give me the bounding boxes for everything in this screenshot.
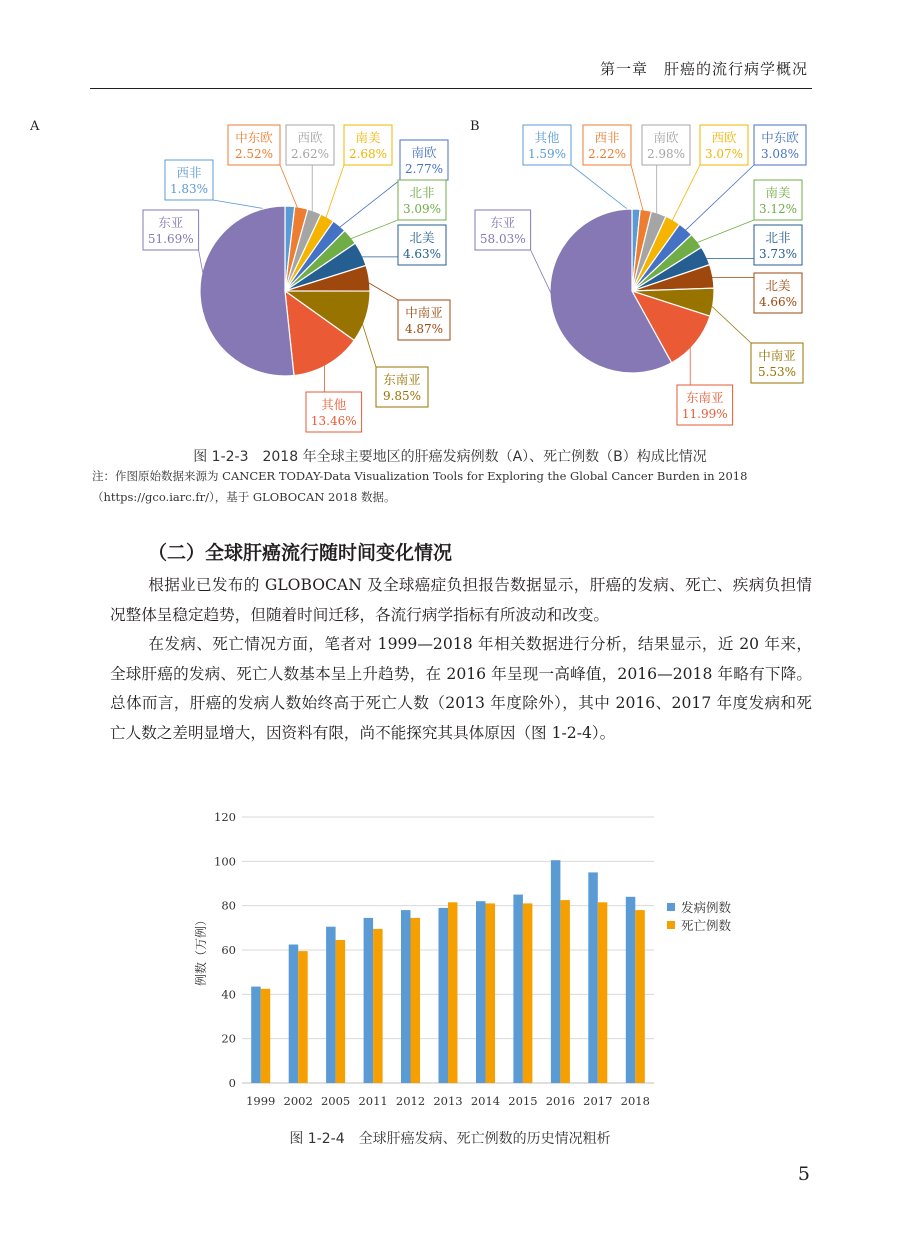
bar: [598, 902, 608, 1083]
pie-slice-label: 北非: [409, 185, 435, 200]
pie-slice-value: 3.08%: [760, 147, 800, 161]
pie-chart-B: [470, 119, 806, 425]
x-tick-label: 2011: [358, 1094, 388, 1108]
pie-leader-line: [360, 315, 377, 367]
bar: [364, 918, 374, 1083]
pie-slice-label: 中南亚: [758, 348, 796, 363]
bar: [289, 945, 299, 1084]
pie-slice-label: 中南亚: [405, 305, 443, 320]
pie-slice: [200, 206, 294, 376]
pie-slice-value: 2.22%: [587, 147, 627, 161]
pie-leader-line: [670, 165, 700, 226]
pie-slice-value: 3.09%: [402, 202, 442, 216]
figure-note-line-1: 注：作图原始数据来源为 CANCER TODAY-Data Visualization Tools for Exploring the Global Cancer Burden in 2018: [92, 469, 748, 483]
bar: [523, 903, 533, 1083]
pie-slice-value: 2.52%: [234, 147, 274, 161]
pie-slice-value: 4.63%: [402, 247, 442, 261]
pie-leader-line: [571, 165, 636, 216]
bar: [448, 902, 458, 1083]
pie-leader-line: [682, 165, 755, 234]
pie-slice-label: 东亚: [490, 215, 516, 230]
pie-leader-line: [324, 165, 344, 223]
pie-slice-value: 51.69%: [147, 232, 194, 246]
x-tick-label: 2015: [508, 1094, 538, 1108]
pie-slice-value: 2.68%: [348, 147, 388, 161]
pie-slice-label: 南欧: [411, 145, 437, 160]
page-number: 5: [797, 1163, 810, 1185]
pie-slice-value: 1.59%: [527, 147, 567, 161]
pie-slice-value: 5.53%: [757, 365, 797, 379]
bar: [560, 900, 570, 1083]
pie-leader-line: [692, 220, 754, 245]
pie-slice-value: 4.87%: [404, 322, 444, 336]
pie-slice-value: 58.03%: [479, 232, 526, 246]
bar: [298, 951, 308, 1083]
pie-slice-value: 3.12%: [758, 202, 798, 216]
bar: [551, 860, 561, 1083]
pie-slice-value: 2.62%: [290, 147, 330, 161]
pie-panel-label: B: [470, 119, 480, 134]
running-header: 第一章 肝癌的流行病学概况: [599, 60, 808, 78]
section-heading: （二）全球肝癌流行随时间变化情况: [148, 542, 453, 564]
pie-slice-label: 西非: [176, 165, 202, 180]
pie-slice-label: 北非: [765, 230, 791, 245]
pie-slice-label: 西非: [594, 130, 620, 145]
pie-slice-label: 西欧: [711, 130, 737, 145]
bar: [411, 918, 421, 1083]
pie-slice-label: 其他: [321, 397, 347, 412]
bar: [251, 987, 261, 1083]
pie-slice-label: 西欧: [297, 130, 323, 145]
x-tick-label: 2018: [620, 1094, 650, 1108]
pie-leader-line: [345, 220, 398, 241]
pie-slice-value: 4.66%: [758, 295, 798, 309]
bar: [439, 908, 449, 1083]
y-tick-label: 120: [214, 810, 236, 824]
x-tick-label: 2002: [283, 1094, 313, 1108]
paragraph-2-text: 在发病、死亡情况方面，笔者对 1999—2018 年相关数据进行分析，结果显示，近 20 年来，全球肝癌的发病、死亡人数基本呈上升趋势，在 2016 年呈现一高峰值，2016—2018 年略有下降。总体而言，肝癌的发病人数始终高于死亡人数（2013 年度除外），其中 2016、2017 年度发病和死亡人数之差明显增大，因资料有限，尚不能探究其具体原因（图 1-2-4）。: [110, 635, 812, 742]
pie-slice-label: 其他: [534, 130, 560, 145]
bar: [476, 901, 486, 1083]
pie-slice-value: 2.77%: [404, 162, 444, 176]
pie-charts-figure: [0, 95, 900, 435]
x-tick-label: 2017: [583, 1094, 613, 1108]
pie-slice-label: 北美: [409, 230, 435, 245]
legend-swatch: [667, 921, 675, 929]
paragraph-2: [110, 630, 812, 748]
pie-leader-line: [707, 302, 751, 344]
x-tick-label: 2012: [395, 1094, 426, 1108]
pie-slice-value: 2.98%: [646, 147, 686, 161]
bar: [626, 897, 636, 1083]
pie-slice-value: 9.85%: [382, 389, 422, 403]
pie-chart-A: [29, 119, 450, 432]
pie-slice-value: 13.46%: [310, 414, 357, 428]
y-tick-label: 100: [214, 854, 236, 869]
x-tick-label: 2013: [433, 1094, 463, 1108]
bar: [326, 927, 336, 1083]
y-tick-label: 60: [221, 943, 236, 957]
x-tick-label: 2016: [545, 1094, 576, 1108]
header-rule: [90, 88, 812, 89]
paragraph-1: [110, 571, 812, 630]
y-tick-label: 40: [221, 987, 236, 1002]
pie-slice-label: 中东欧: [235, 130, 273, 145]
x-tick-label: 1999: [246, 1094, 276, 1108]
figure-note-line-2: （https://gco.iarc.fr/），基于 GLOBOCAN 2018 数据。: [92, 490, 396, 504]
legend-swatch: [667, 903, 675, 911]
bar-chart: [0, 795, 900, 1115]
pie-slice-label: 东南亚: [383, 372, 421, 387]
figure-1-2-3-caption: 图 1-2-3 2018 年全球主要地区的肝癌发病例数（A）、死亡例数（B）构成比情况: [193, 449, 707, 465]
pie-slice-label: 南美: [765, 185, 791, 200]
pie-slice-label: 东南亚: [686, 390, 724, 405]
pie-slice-value: 3.07%: [704, 147, 744, 161]
bar: [635, 910, 645, 1083]
y-tick-label: 20: [221, 1031, 236, 1046]
y-tick-label: 80: [221, 898, 236, 913]
pie-panel-label: A: [30, 119, 40, 134]
bar: [401, 910, 411, 1083]
y-tick-label: 0: [228, 1076, 236, 1090]
y-axis-label: 例数（万例）: [194, 913, 208, 987]
x-tick-label: 2014: [470, 1094, 501, 1108]
pie-slice-label: 南欧: [653, 130, 679, 145]
pie-slice-value: 1.83%: [169, 182, 209, 196]
paragraph-1-text: 根据业已发布的 GLOBOCAN 及全球癌症负担报告数据显示，肝癌的发病、死亡、疾病负担情况整体呈稳定趋势，但随着时间迁移，各流行病学指标有所波动和改变。: [110, 576, 812, 624]
pie-slice-value: 3.73%: [758, 247, 798, 261]
pie-slice-label: 东亚: [158, 215, 184, 230]
pie-slice-label: 北美: [765, 278, 791, 293]
figure-1-2-4-caption: 图 1-2-4 全球肝癌发病、死亡例数的历史情况粗析: [289, 1131, 611, 1147]
pie-slice-label: 南美: [355, 130, 381, 145]
bar: [486, 903, 496, 1083]
x-tick-label: 2005: [320, 1094, 351, 1108]
legend-label: 死亡例数: [681, 918, 732, 933]
pie-slice-value: 11.99%: [681, 407, 728, 421]
bar: [373, 929, 383, 1083]
bar: [513, 895, 523, 1083]
legend-label: 发病例数: [681, 900, 732, 915]
bar: [336, 940, 346, 1083]
bar: [588, 872, 598, 1083]
pie-slice-label: 中东欧: [761, 130, 799, 145]
bar: [261, 989, 271, 1083]
figure-note: [92, 466, 814, 508]
